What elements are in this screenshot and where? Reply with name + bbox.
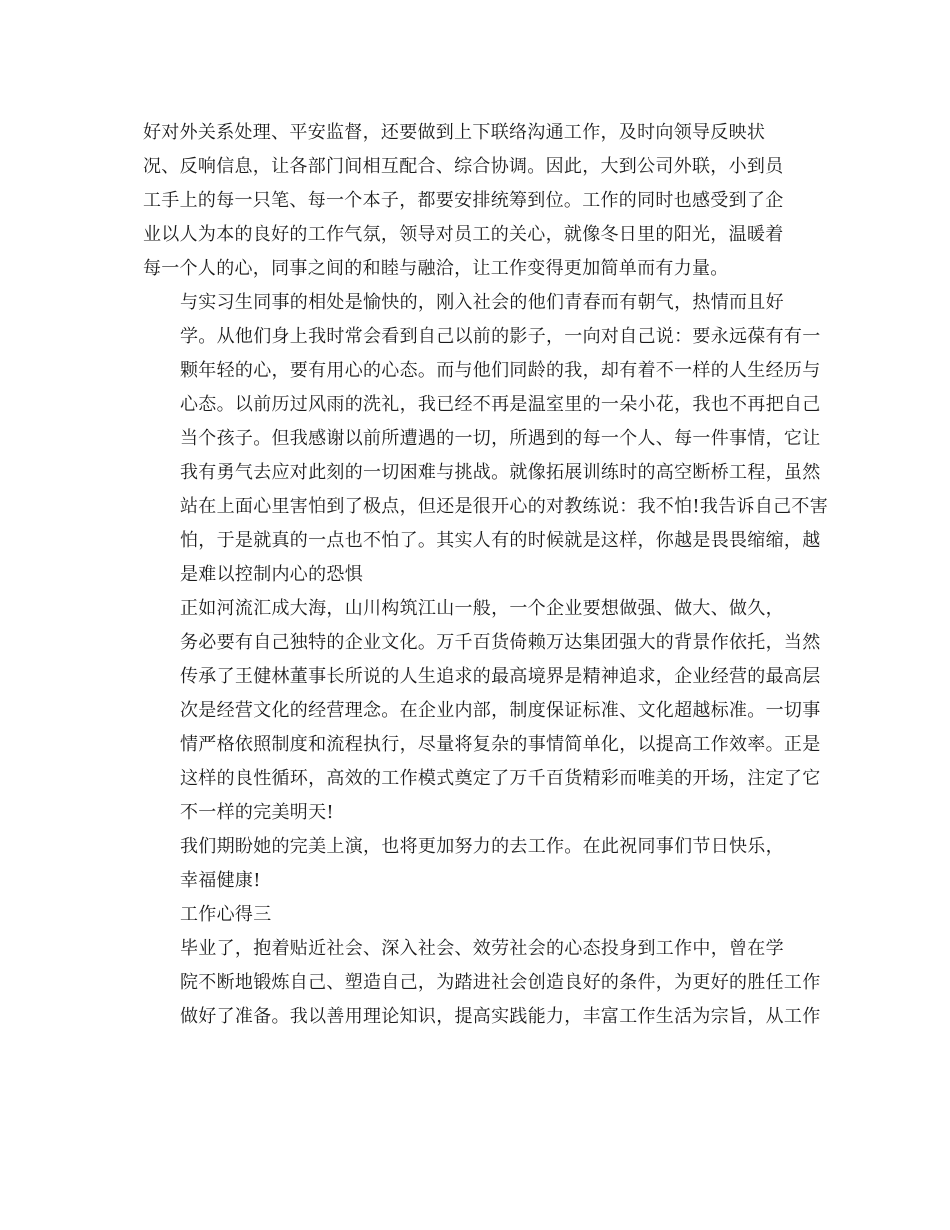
text-line: 心态。以前历过风雨的洗礼，我已经不再是温室里的一朵小花，我也不再把自己 [180, 394, 821, 415]
text-line: 院不断地锻炼自己、塑造自己，为踏进社会创造良好的条件，为更好的胜任工作 [180, 972, 821, 993]
document-body [143, 116, 829, 1034]
text-line: 不一样的完美明天! [180, 802, 334, 823]
text-line: 务必要有自己独特的企业文化。万千百货倚赖万达集团强大的背景作依托，当然 [180, 632, 821, 653]
paragraph [143, 592, 821, 830]
text-line: 情严格依照制度和流程执行，尽量将复杂的事情简单化，以提高工作效率。正是 [180, 734, 821, 755]
text-line: 与实习生同事的相处是愉快的，刚入社会的他们青春而有朝气，热情而且好 [180, 292, 784, 313]
paragraph [143, 898, 808, 932]
text-line: 正如河流汇成大海，山川构筑江山一般，一个企业要想做强、做大、做久， [180, 598, 784, 619]
text-line: 学。从他们身上我时常会看到自己以前的影子，一向对自己说：要永远葆有有一 [180, 326, 821, 347]
paragraph [143, 932, 821, 1034]
text-line: 怕，于是就真的一点也不怕了。其实人有的时候就是这样，你越是畏畏缩缩，越 [180, 530, 821, 551]
text-line: 颗年轻的心，要有用心的心态。而与他们同龄的我，却有着不一样的人生经历与 [180, 360, 821, 381]
text-line: 这样的良性循环，高效的工作模式奠定了万千百货精彩而唯美的开场，注定了它 [180, 768, 821, 789]
text-line: 好对外关系处理、平安监督，还要做到上下联络沟通工作，及时向领导反映状 [143, 122, 766, 143]
text-line: 况、反响信息，让各部门间相互配合、综合协调。因此，大到公司外联，小到员 [143, 156, 784, 177]
text-line: 业以人为本的良好的工作气氛，领导对员工的关心，就像冬日里的阳光，温暖着 [143, 224, 784, 245]
paragraph [143, 286, 829, 592]
text-line: 工作心得三 [180, 904, 272, 925]
text-line: 次是经营文化的经营理念。在企业内部，制度保证标准、文化超越标准。一切事 [180, 700, 821, 721]
text-line: 我们期盼她的完美上演，也将更加努力的去工作。在此祝同事们节日快乐， [180, 836, 784, 857]
text-line: 传承了王健林董事长所说的人生追求的最高境界是精神追求，企业经营的最高层 [180, 666, 821, 687]
text-line: 做好了准备。我以善用理论知识，提高实践能力，丰富工作生活为宗旨，从工作 [180, 1006, 821, 1027]
text-line: 当个孩子。但我感谢以前所遭遇的一切，所遇到的每一个人、每一件事情，它让 [180, 428, 821, 449]
text-line: 毕业了，抱着贴近社会、深入社会、效劳社会的心态投身到工作中，曾在学 [180, 938, 784, 959]
text-line: 工手上的每一只笔、每一个本子，都要安排统筹到位。工作的同时也感受到了企 [143, 190, 784, 211]
text-line: 站在上面心里害怕到了极点，但还是很开心的对教练说：我不怕!我告诉自己不害 [180, 496, 829, 517]
text-line: 我有勇气去应对此刻的一切困难与挑战。就像拓展训练时的高空断桥工程，虽然 [180, 462, 821, 483]
text-line: 幸福健康! [180, 870, 261, 891]
paragraph [143, 830, 808, 898]
text-line: 是难以控制内心的恐惧 [180, 564, 363, 585]
text-line: 每一个人的心，同事之间的和睦与融洽，让工作变得更加简单而有力量。 [143, 258, 729, 279]
paragraph [143, 116, 808, 286]
